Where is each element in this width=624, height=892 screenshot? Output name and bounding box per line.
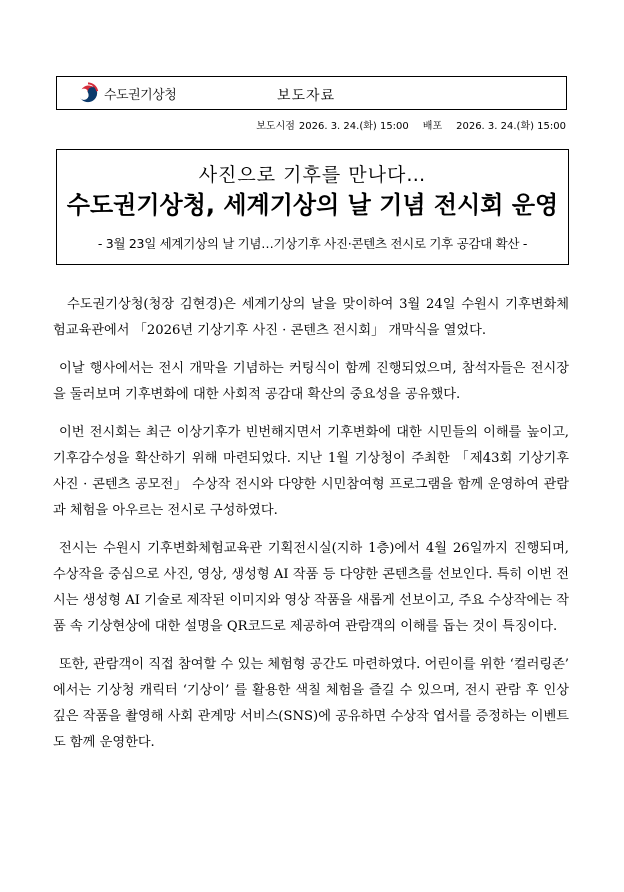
paragraph: 또한, 관람객이 직접 참여할 수 있는 체험형 공간도 마련하였다. 어린이를 위한 ‘컬러링존’ 에서는 기상청 캐릭터 ‘기상이’ 를 활용한 색칠 체험을 즐길 수 있으며, 전시 관람 후 인상 깊은 작품을 촬영해 사회 관계망 서비스(SNS)에 공유하면 수상작 엽서를 증정하는 이벤트도 함께 운영한다. [53, 657, 569, 750]
header-box [56, 76, 567, 110]
page-title: 수도권기상청, 세계기상의 날 기념 전시회 운영 [66, 191, 559, 219]
summary-line: - 3월 23일 세계기상의 날 기념…기상기후 사진·콘텐츠 전시로 기후 공감대 확산 - [97, 236, 528, 251]
release-time-line [252, 117, 566, 132]
agency-name: 수도권기상청 [104, 87, 177, 103]
korea-government-logo-icon [77, 82, 99, 104]
report-time-label: 보도시점 [256, 121, 295, 132]
agency-logo [77, 82, 176, 104]
paragraph: 이날 행사에서는 전시 개막을 기념하는 커팅식이 함께 진행되었으며, 참석자들은 전시장을 둘러보며 기후변화에 대한 사회적 공감대 확산의 중요성을 공유했다. [53, 361, 569, 402]
report-time-value: 2026. 3. 24.(화) 15:00 [298, 121, 409, 132]
document-type: 보도자료 [277, 88, 336, 104]
body-text [53, 292, 569, 768]
distribute-label: 배포 [422, 121, 443, 132]
subtitle: 사진으로 기후를 만나다… [198, 164, 427, 186]
paragraph: 수도권기상청(청장 김현경)은 세계기상의 날을 맞이하여 3월 24일 수원시 기후변화체험교육관에서 「2026년 기상기후 사진 · 콘텐츠 전시회」 개막식을 열었다. [53, 297, 569, 338]
title-box [56, 149, 569, 265]
distribute-time-value: 2026. 3. 24.(화) 15:00 [456, 121, 566, 132]
paragraph: 이번 전시회는 최근 이상기후가 빈번해지면서 기후변화에 대한 시민들의 이해를 높이고, 기후감수성을 확산하기 위해 마련되었다. 지난 1월 기상청이 주최한 「제43회 기상기후 사진 · 콘텐츠 공모전」 수상작 전시와 다양한 시민참여형 프로그램을 함께 운영하여 관람과 체험을 아우르는 전시로 구성하였다. [53, 425, 569, 518]
paragraph: 전시는 수원시 기후변화체험교육관 기획전시실(지하 1층)에서 4월 26일까지 진행되며, 수상작을 중심으로 사진, 영상, 생성형 AI 작품 등 다양한 콘텐츠를 선보인다. 특히 이번 전시는 생성형 AI 기술로 제작된 이미지와 영상 작품을 새롭게 선보이고, 주요 수상작에는 작품 속 기상현상에 대한 설명을 QR코드로 제공하여 관람객의 이해를 돕는 것이 특징이다. [53, 541, 569, 634]
